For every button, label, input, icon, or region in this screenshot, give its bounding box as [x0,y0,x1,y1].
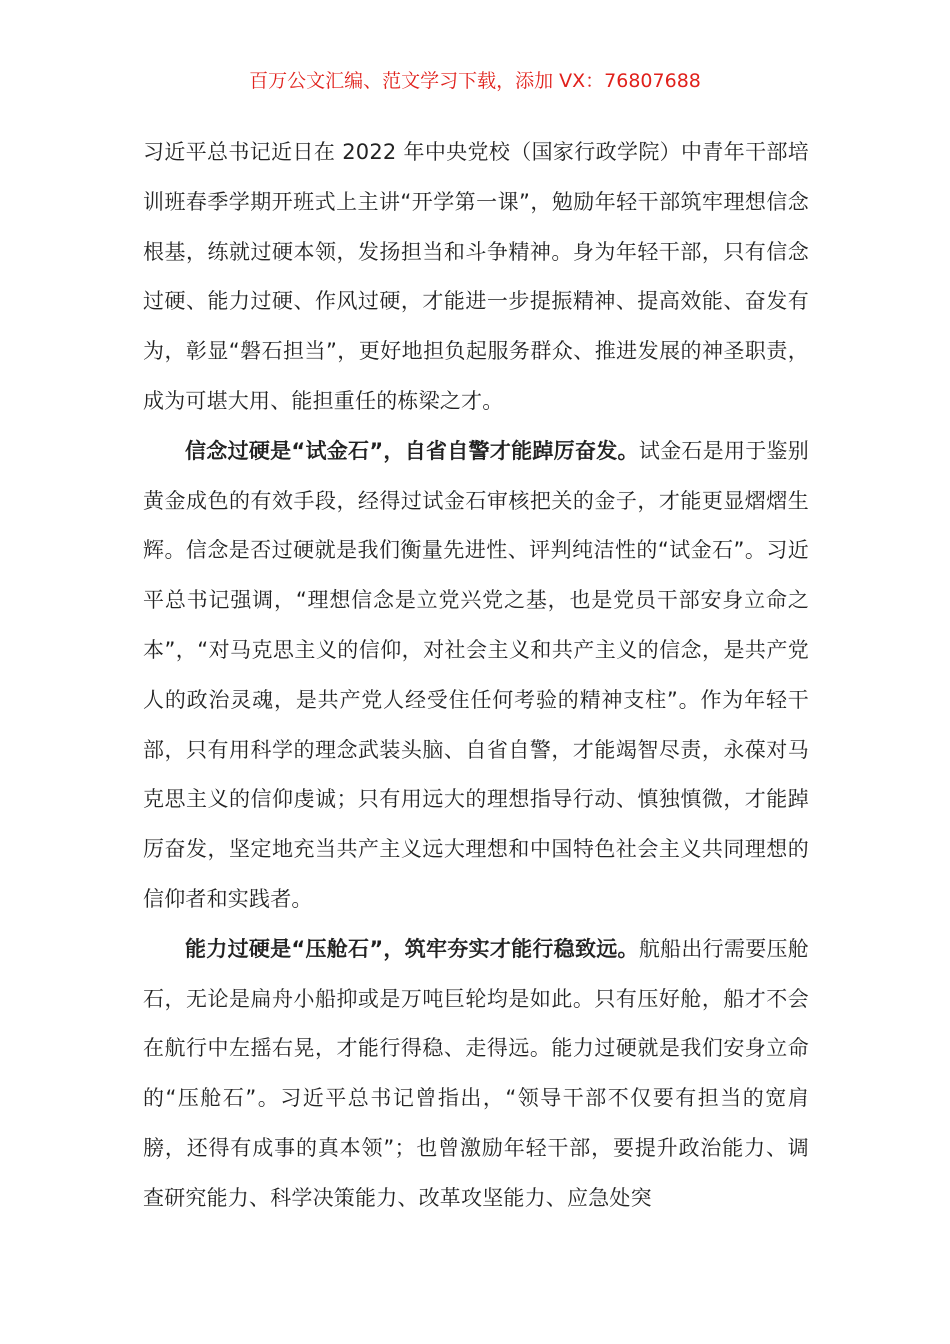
document-body [143,128,809,1224]
paragraph-text: 习近平总书记近日在 2022 年中央党校（国家行政学院）中青年干部培训班春季学期开班式上主讲“开学第一课”，勉励年轻干部筑牢理想信念根基，练就过硬本领，发扬担当和斗争精神。身为年轻干部，只有信念过硬、能力过硬、作风过硬，才能进一步提振精神、提高效能、奋发有为，彰显“磐石担当”，更好地担负起服务群众、推进发展的神圣职责，成为可堪大用、能担重任的栋梁之才。 [143,140,809,413]
belief-paragraph [143,427,809,925]
ability-paragraph [143,925,809,1224]
paragraph-lead: 能力过硬是“压舱石”，筑牢夯实才能行稳致远。 [185,936,639,961]
paragraph-lead: 信念过硬是“试金石”，自省自警才能踔厉奋发。 [185,438,639,463]
intro-paragraph [143,128,809,427]
paragraph-text: 试金石是用于鉴别黄金成色的有效手段，经得过试金石审核把关的金子，才能更显熠熠生辉。信念是否过硬就是我们衡量先进性、评判纯洁性的“试金石”。习近平总书记强调，“理想信念是立党兴党之基，也是党员干部安身立命之本”，“对马克思主义的信仰，对社会主义和共产主义的信念，是共产党人的政治灵魂，是共产党人经受住任何考验的精神支柱”。作为年轻干部，只有用科学的理念武装头脑、自省自警，才能竭智尽责，永葆对马克思主义的信仰虔诚；只有用远大的理想指导行动、慎独慎微，才能踔厉奋发，坚定地充当共产主义远大理想和中国特色社会主义共同理想的信仰者和实践者。 [143,438,809,911]
page-header: 百万公文汇编、范文学习下载，添加 VX：76807688 [249,70,701,92]
paragraph-text: 航船出行需要压舱石，无论是扁舟小船抑或是万吨巨轮均是如此。只有压好舱，船才不会在航行中左摇右晃，才能行得稳、走得远。能力过硬就是我们安身立命的“压舱石”。习近平总书记曾指出，“领导干部不仅要有担当的宽肩膀，还得有成事的真本领”；也曾激励年轻干部，要提升政治能力、调查研究能力、科学决策能力、改革攻坚能力、应急处突 [143,936,809,1210]
